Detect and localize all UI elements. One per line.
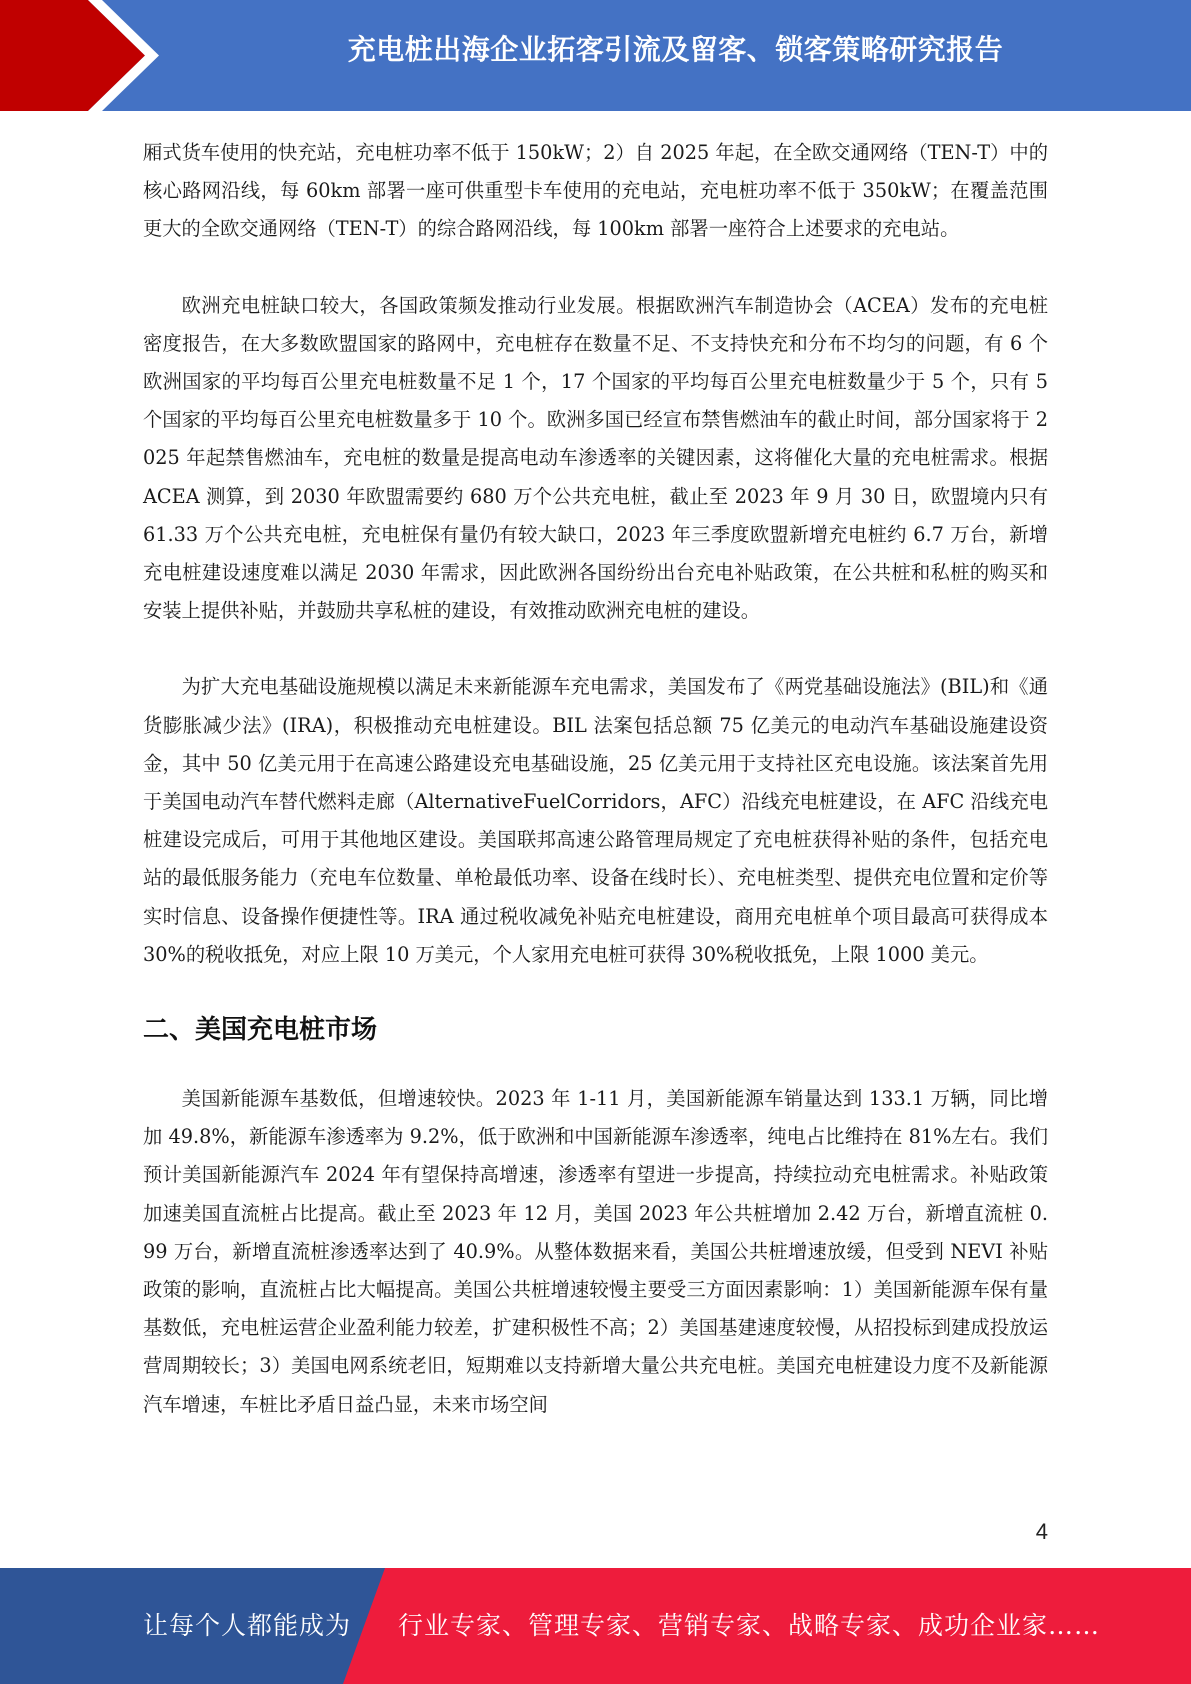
footer-slogan-left: 让每个人都能成为 bbox=[143, 1611, 352, 1640]
paragraph-us-market: 美国新能源车基数低，但增速较快。2023 年 1-11 月，美国新能源车销量达到 133.1 万辆，同比增加 49.8%，新能源车渗透率为 9.2%，低于欧洲和中国新能源车渗透率，纯电占比维持在 81%左右。我们预计美国新能源汽车 2024 年有望保持高增速，渗透率有望进一步提高，持续拉动充电桩需求。补贴政策加速美国直流桩占比提高。截止至 2023 年 12 月，美国 2023 年公共桩增加 2.42 万台，新增直流桩 0.99 万台，新增直流桩渗透率达到了 40.9%。从整体数据来看，美国公共桩增速放缓，但受到 NEVI 补贴政策的影响，直流桩占比大幅提高。美国公共桩增速较慢主要受三方面因素影响：1）美国新能源车保有量基数低，充电桩运营企业盈利能力较差，扩建积极性不高；2）美国基建速度较慢，从招投标到建成投放运营周期较长；3）美国电网系统老旧，短期难以支持新增大量公共充电桩。美国充电桩建设力度不及新能源汽车增速，车桩比矛盾日益凸显，未来市场空间 bbox=[143, 1087, 1048, 1416]
paragraph-eu-charging-gap: 欧洲充电桩缺口较大，各国政策频发推动行业发展。根据欧洲汽车制造协会（ACEA）发布的充电桩密度报告，在大多数欧盟国家的路网中，充电桩存在数量不足、不支持快充和分布不均匀的问题，有 6 个欧洲国家的平均每百公里充电桩数量不足 1 个，17 个国家的平均每百公里充电桩数量少于 5 个，只有 5 个国家的平均每百公里充电桩数量多于 10 个。欧洲多国已经宣布禁售燃油车的截止时间，部分国家将于 2025 年起禁售燃油车，充电桩的数量是提高电动车渗透率的关键因素，这将催化大量的充电桩需求。根据 ACEA 测算，到 2030 年欧盟需要约 680 万个公共充电桩，截止至 2023 年 9 月 30 日，欧盟境内只有 61.33 万个公共充电桩，充电桩保有量仍有较大缺口，2023 年三季度欧盟新增充电桩约 6.7 万台，新增充电桩建设速度难以满足 2030 年需求，因此欧洲各国纷纷出台充电补贴政策，在公共桩和私桩的购买和安装上提供补贴，并鼓励共享私桩的建设，有效推动欧洲充电桩的建设。 bbox=[143, 293, 1048, 623]
page-content bbox=[143, 134, 1048, 1424]
page-number: 4 bbox=[1035, 1519, 1048, 1544]
report-title: 充电桩出海企业拓客引流及留客、锁客策略研究报告 bbox=[347, 33, 1004, 66]
page-header bbox=[0, 0, 1191, 111]
footer-slogan-right: 行业专家、管理专家、营销专家、战略专家、成功企业家…… bbox=[398, 1611, 1101, 1640]
paragraph-us-policy: 为扩大充电基础设施规模以满足未来新能源车充电需求，美国发布了《两党基础设施法》(BIL)和《通货膨胀减少法》(IRA)，积极推动充电桩建设。BIL 法案包括总额 75 亿美元的电动汽车基础设施建设资金，其中 50 亿美元用于在高速公路建设充电基础设施，25 亿美元用于支持社区充电设施。该法案首先用于美国电动汽车替代燃料走廊（AlternativeFuelCorridors，AFC）沿线充电桩建设，在 AFC 沿线充电桩建设完成后，可用于其他地区建设。美国联邦高速公路管理局规定了充电桩获得补贴的条件，包括充电站的最低服务能力（充电车位数量、单枪最低功率、设备在线时长）、充电桩类型、提供充电位置和定价等实时信息、设备操作便捷性等。IRA 通过税收减免补贴充电桩建设，商用充电桩单个项目最高可获得成本 30%的税收抵免，对应上限 10 万美元，个人家用充电桩可获得 30%税收抵免，上限 1000 美元。 bbox=[143, 675, 1048, 966]
section-heading-us-market: 二、美国充电桩市场 bbox=[143, 1015, 378, 1046]
page-footer bbox=[0, 1568, 1191, 1684]
paragraph-eu-charging-network: 厢式货车使用的快充站，充电桩功率不低于 150kW；2）自 2025 年起，在全欧交通网络（TEN-T）中的核心路网沿线，每 60km 部署一座可供重型卡车使用的充电站，充电桩功率不低于 350kW；在覆盖范围更大的全欧交通网络（TEN-T）的综合路网沿线，每 100km 部署一座符合上述要求的充电站。 bbox=[143, 141, 1048, 241]
